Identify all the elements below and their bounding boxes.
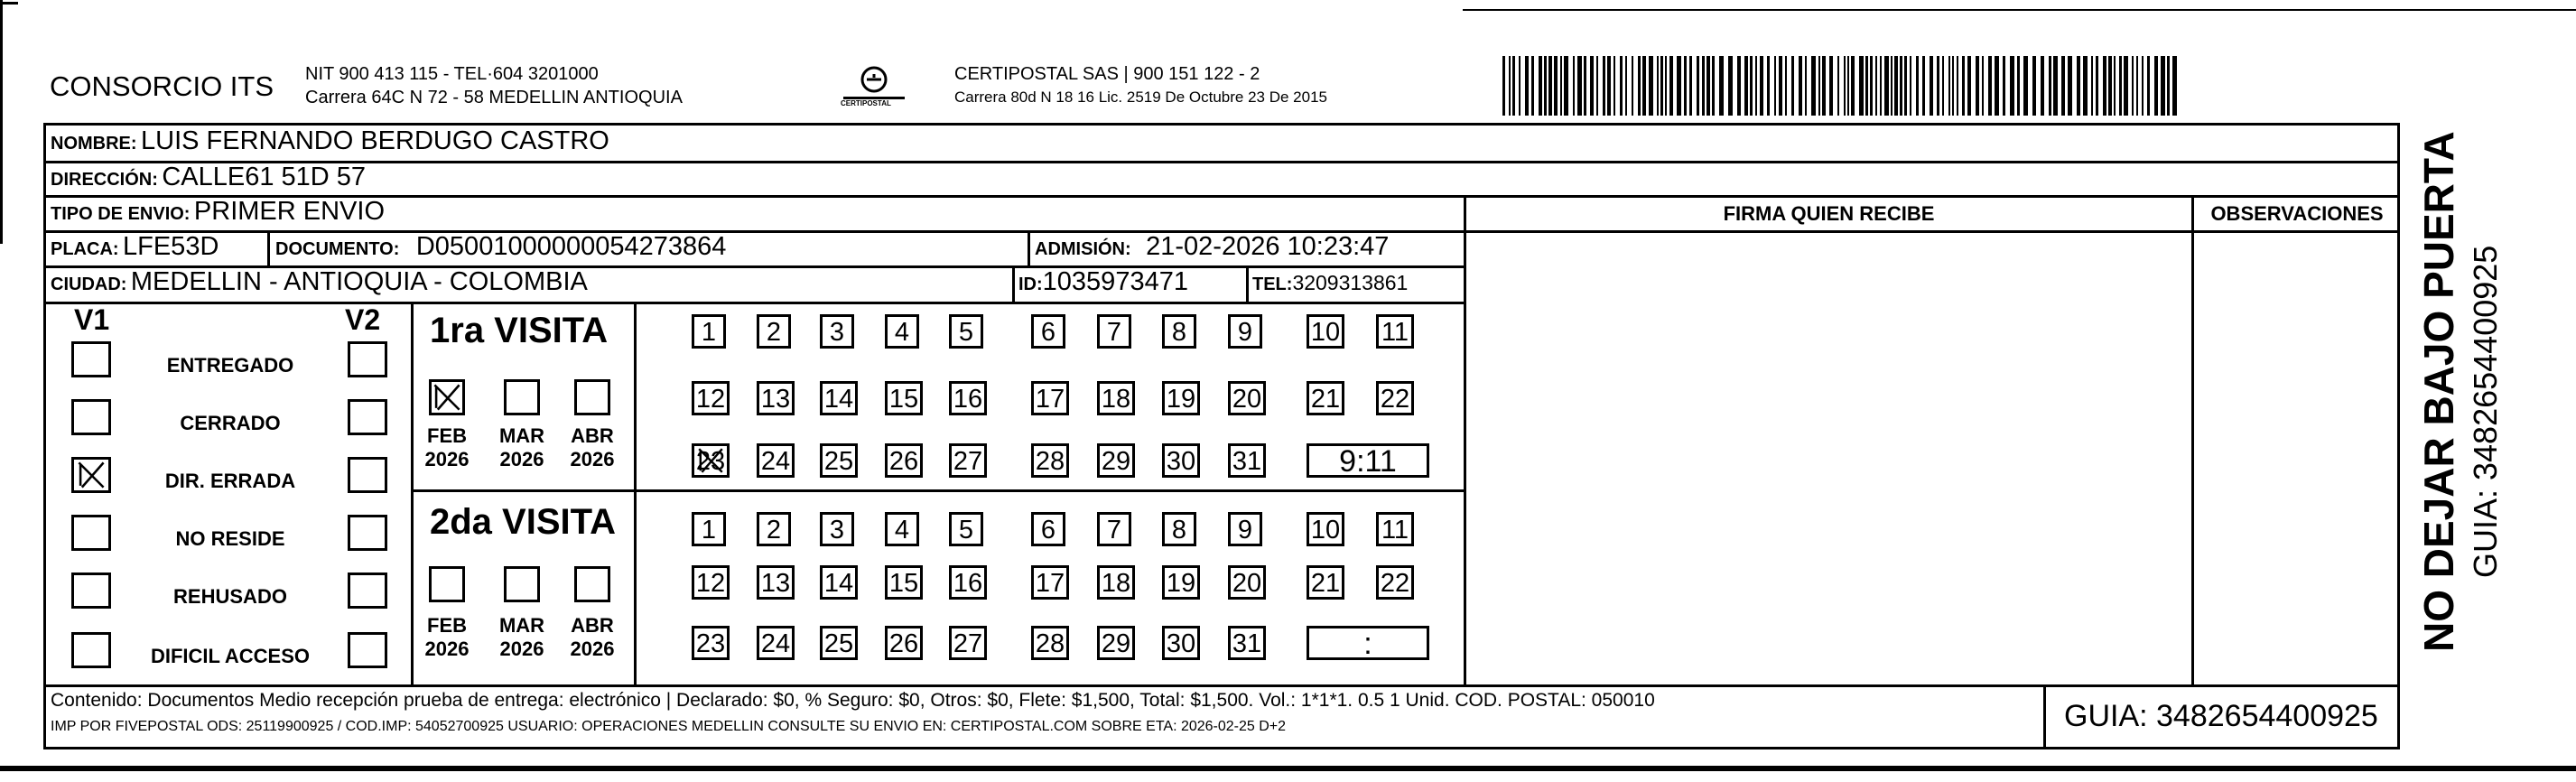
barcode-bar <box>1930 56 1933 116</box>
barcode-bar <box>1779 56 1782 116</box>
day-box-5[interactable]: 5 <box>949 512 983 546</box>
day-box-1[interactable]: 1 <box>692 314 726 349</box>
barcode-bar <box>2167 56 2170 116</box>
day-box-14[interactable]: 14 <box>820 381 858 415</box>
id-value: 1035973471 <box>1042 267 1188 296</box>
time-box[interactable]: 9:11 <box>1307 443 1429 478</box>
nombre-label: NOMBRE: <box>51 134 137 154</box>
day-box-11[interactable]: 11 <box>1376 314 1414 349</box>
day-box-27[interactable]: 27 <box>949 626 987 660</box>
documento-label: DOCUMENTO: <box>275 239 400 259</box>
barcode-bar <box>1548 56 1552 116</box>
barcode-bar <box>1728 56 1733 116</box>
barcode-bar <box>1584 56 1586 116</box>
ciudad-label: CIUDAD: <box>51 275 127 294</box>
barcode-bar <box>2032 56 2036 116</box>
barcode-bar <box>2108 56 2112 116</box>
barcode-bar <box>1948 56 1950 116</box>
barcode-bar <box>1805 56 1807 116</box>
barcode-bar <box>1607 56 1611 116</box>
barcode-bar <box>2003 56 2005 116</box>
day-box-17[interactable]: 17 <box>1031 381 1069 415</box>
barcode-bar <box>1539 56 1542 116</box>
day-box-26[interactable]: 26 <box>885 626 923 660</box>
day-box-24[interactable]: 24 <box>757 443 795 478</box>
v2-checkbox-3[interactable] <box>348 457 387 493</box>
barcode-bar <box>1577 56 1582 116</box>
obs-col-line <box>2191 195 2194 684</box>
month-name: FEB <box>427 424 467 447</box>
month-name: ABR <box>571 614 614 637</box>
id-cell <box>1018 267 1188 297</box>
day-box-23[interactable]: 23 <box>692 626 730 660</box>
second-visit-title: 2da VISITA <box>430 502 616 542</box>
day-box-18[interactable]: 18 <box>1097 381 1135 415</box>
barcode-bar <box>1791 56 1794 116</box>
barcode-bar <box>1603 56 1605 116</box>
day-box-28[interactable]: 28 <box>1031 626 1069 660</box>
v2-checkbox-5[interactable] <box>348 573 387 609</box>
day-box-3[interactable]: 3 <box>820 512 854 546</box>
nombre-row <box>51 126 609 156</box>
barcode-bar <box>1760 56 1763 116</box>
day-box-27[interactable]: 27 <box>949 443 987 478</box>
months-days-line <box>634 302 637 684</box>
barcode-bar <box>1910 56 1911 116</box>
left-edge-line <box>0 0 3 244</box>
placa-doc-line <box>267 230 270 266</box>
day-box-12[interactable]: 12 <box>692 381 730 415</box>
day-box-6[interactable]: 6 <box>1031 512 1065 546</box>
barcode-bar <box>1837 56 1839 116</box>
month-label-feb <box>420 614 474 661</box>
barcode-bar <box>1811 56 1816 116</box>
month-label-mar <box>495 614 549 661</box>
row-line-1 <box>43 161 2400 163</box>
barcode-bar <box>1564 56 1568 116</box>
ciudad-cell <box>51 267 588 297</box>
barcode-bar <box>1642 56 1646 116</box>
direccion-row <box>51 163 366 192</box>
barcode-bar <box>2142 56 2144 116</box>
day-box-11[interactable]: 11 <box>1376 512 1414 546</box>
month-year: 2026 <box>570 448 615 470</box>
day-box-7[interactable]: 7 <box>1097 314 1131 349</box>
day-box-8[interactable]: 8 <box>1162 512 1196 546</box>
barcode-bar <box>2119 56 2122 116</box>
documento-value: D05001000000054273864 <box>415 232 727 261</box>
day-box-1[interactable]: 1 <box>692 512 726 546</box>
day-box-2[interactable]: 2 <box>757 512 791 546</box>
option-label-6: DIFICIL ACCESO <box>150 645 310 667</box>
v1-checkbox-2[interactable] <box>71 399 111 435</box>
barcode-bar <box>1665 56 1667 116</box>
day-box-31[interactable]: 31 <box>1228 443 1266 478</box>
barcode-bar <box>1894 56 1898 116</box>
barcode-bar <box>1684 56 1687 116</box>
placa-value: LFE53D <box>123 232 219 261</box>
top-right-edge-line <box>1463 9 2576 11</box>
certipostal-address: Carrera 80d N 18 16 Lic. 2519 De Octubre 23 De 2015 <box>954 88 1327 106</box>
day-box-12[interactable]: 12 <box>692 565 730 600</box>
barcode-bar <box>2136 56 2138 116</box>
v1-checkbox-4[interactable] <box>71 515 111 551</box>
day-box-4[interactable]: 4 <box>885 512 919 546</box>
barcode-bar <box>1962 56 1965 116</box>
month-checkbox-feb[interactable] <box>429 566 465 602</box>
day-box-15[interactable]: 15 <box>885 381 923 415</box>
day-box-9[interactable]: 9 <box>1228 512 1262 546</box>
day-box-7[interactable]: 7 <box>1097 512 1131 546</box>
day-box-30[interactable]: 30 <box>1162 626 1200 660</box>
barcode-bar <box>1677 56 1681 116</box>
barcode-bar <box>1774 56 1776 116</box>
barcode-bar <box>1512 56 1515 116</box>
barcode-bar <box>1891 56 1892 116</box>
month-checkbox-feb[interactable] <box>429 379 465 415</box>
v2-checkbox-4[interactable] <box>348 515 387 551</box>
day-box-13[interactable]: 13 <box>757 381 795 415</box>
day-box-29[interactable]: 29 <box>1097 626 1135 660</box>
barcode-bar <box>2061 56 2065 116</box>
barcode-bar <box>2154 56 2158 116</box>
barcode-bar <box>2172 56 2177 116</box>
month-name: MAR <box>498 614 545 637</box>
month-label-feb <box>420 424 474 471</box>
day-box-21[interactable]: 21 <box>1307 381 1344 415</box>
barcode-bar <box>1719 56 1724 116</box>
barcode-bar <box>1573 56 1575 116</box>
month-year: 2026 <box>570 638 615 660</box>
barcode-bar <box>2068 56 2072 116</box>
day-box-28[interactable]: 28 <box>1031 443 1069 478</box>
barcode-bar <box>1904 56 1907 116</box>
barcode-bar <box>2083 56 2088 116</box>
admision-value: 21-02-2026 10:23:47 <box>1146 232 1390 261</box>
barcode-bar <box>2049 56 2051 116</box>
day-box-9[interactable]: 9 <box>1228 314 1262 349</box>
barcode-bar <box>1942 56 1944 116</box>
v2-checkbox-6[interactable] <box>348 632 387 668</box>
day-box-23[interactable]: 23 <box>692 443 730 478</box>
placa-label: PLACA: <box>51 239 119 259</box>
barcode-bar <box>1702 56 1705 116</box>
month-year: 2026 <box>499 448 544 470</box>
barcode-bar <box>1620 56 1623 116</box>
day-box-24[interactable]: 24 <box>757 626 795 660</box>
observaciones-header: OBSERVACIONES <box>2210 202 2384 225</box>
barcode-bar <box>2096 56 2098 116</box>
day-box-17[interactable]: 17 <box>1031 565 1069 600</box>
month-name: ABR <box>571 424 614 447</box>
side-guia: GUIA: 3482654400925 <box>2467 245 2504 578</box>
id-label: ID: <box>1018 275 1043 294</box>
day-box-29[interactable]: 29 <box>1097 443 1135 478</box>
barcode-bar <box>1967 56 1971 116</box>
barcode-bar <box>1632 56 1633 116</box>
option-label-2: CERRADO <box>180 412 281 434</box>
imp-text: IMP POR FIVEPOSTAL ODS: 25119900925 / COD.IMP: 54052700925 USUARIO: OPERACIONES MEDELLIN CONSULTE SU ENVIO EN: CERTIPOSTAL.COM SOBRE ETA: 2026-02-25 D+2 <box>51 719 1287 734</box>
barcode-bar <box>2023 56 2028 116</box>
day-box-30[interactable]: 30 <box>1162 443 1200 478</box>
v1-checkbox-6[interactable] <box>71 632 111 668</box>
day-box-3[interactable]: 3 <box>820 314 854 349</box>
day-box-19[interactable]: 19 <box>1162 381 1200 415</box>
barcode-bar <box>2103 56 2106 116</box>
barcode-bar <box>1625 56 1627 116</box>
day-box-13[interactable]: 13 <box>757 565 795 600</box>
company-nit: NIT 900 413 115 - TEL·604 3201000 <box>305 64 599 84</box>
barcode-bar <box>1660 56 1663 116</box>
barcode-bar <box>1525 56 1529 116</box>
barcode-bar <box>1669 56 1673 116</box>
barcode-bar <box>1755 56 1757 116</box>
direccion-value: CALLE61 51D 57 <box>162 163 367 191</box>
barcode-bar <box>2077 56 2080 116</box>
barcode-bar <box>1799 56 1802 116</box>
barcode-bar <box>2161 56 2165 116</box>
option-label-4: NO RESIDE <box>175 527 285 550</box>
barcode-bar <box>1829 56 1833 116</box>
top-edge-line <box>0 2 18 5</box>
barcode-bar <box>1880 56 1882 116</box>
barcode-bar <box>1596 56 1598 116</box>
day-box-8[interactable]: 8 <box>1162 314 1196 349</box>
doc-adm-line <box>1028 230 1030 266</box>
day-box-4[interactable]: 4 <box>885 314 919 349</box>
month-year: 2026 <box>424 448 470 470</box>
barcode-bar <box>1952 56 1954 116</box>
barcode-bar <box>2041 56 2044 116</box>
v2-label: V2 <box>345 303 381 336</box>
barcode-bar <box>1697 56 1699 116</box>
logo-text: CERTIPOSTAL <box>841 99 891 107</box>
visit-divider-line <box>411 489 1466 492</box>
direccion-label: DIRECCIÓN: <box>51 170 158 190</box>
v1-checkbox-3[interactable] <box>71 457 111 493</box>
v1-checkbox-1[interactable] <box>71 341 111 377</box>
month-checkbox-abr[interactable] <box>574 566 610 602</box>
tel-cell <box>1252 271 1408 295</box>
day-box-5[interactable]: 5 <box>949 314 983 349</box>
id-tel-line <box>1246 265 1249 302</box>
barcode-bar <box>1712 56 1715 116</box>
barcode-bar <box>1519 56 1520 116</box>
v2-checkbox-1[interactable] <box>348 341 387 377</box>
barcode-bar <box>1744 56 1748 116</box>
barcode-bar <box>1689 56 1692 116</box>
ciudad-id-line <box>1012 265 1015 302</box>
firma-col-line <box>1464 195 1466 684</box>
option-label-3: DIR. ERRADA <box>164 470 296 492</box>
barcode-bar <box>2010 56 2014 116</box>
barcode-bar <box>1785 56 1787 116</box>
day-check-mark <box>694 446 727 475</box>
barcode-bar <box>1875 56 1877 116</box>
barcode-bar <box>1750 56 1753 116</box>
first-visit-title: 1ra VISITA <box>430 311 609 350</box>
barcode-bar <box>1767 56 1770 116</box>
barcode-bar <box>1544 56 1547 116</box>
day-box-6[interactable]: 6 <box>1031 314 1065 349</box>
day-box-22[interactable]: 22 <box>1376 381 1414 415</box>
barcode-bar <box>1509 56 1511 116</box>
firma-header: FIRMA QUIEN RECIBE <box>1723 202 1935 225</box>
month-checkbox-mar[interactable] <box>504 566 540 602</box>
day-box-20[interactable]: 20 <box>1228 381 1266 415</box>
day-box-25[interactable]: 25 <box>820 443 858 478</box>
tipo-row <box>51 197 385 227</box>
row-line-2 <box>43 195 2400 198</box>
barcode-bar <box>1884 56 1889 116</box>
v1-checkbox-5[interactable] <box>71 573 111 609</box>
day-box-21[interactable]: 21 <box>1307 565 1344 600</box>
barcode-bar <box>1657 56 1659 116</box>
month-year: 2026 <box>499 638 544 660</box>
nombre-value: LUIS FERNANDO BERDUGO CASTRO <box>141 126 609 155</box>
contenido-text: Contenido: Documentos Medio recepción prueba de entrega: electrónico | Declarado: $0, % Seguro: $0, Otros: $0, Flete: $1,500, Total: $1,500. Vol.: 1*1*1. 0.5 1 Unid. COD. POSTAL: 050010 <box>51 690 1655 711</box>
day-box-2[interactable]: 2 <box>757 314 791 349</box>
footer-guia-line <box>2043 684 2046 749</box>
tel-value: 3209313861 <box>1292 271 1409 294</box>
day-box-14[interactable]: 14 <box>820 565 858 600</box>
barcode-bar <box>1870 56 1873 116</box>
day-box-15[interactable]: 15 <box>885 565 923 600</box>
documento-cell <box>275 232 726 262</box>
barcode-bar <box>1822 56 1826 116</box>
option-label-5: REHUSADO <box>173 585 287 608</box>
barcode-bar <box>2053 56 2058 116</box>
day-box-10[interactable]: 10 <box>1307 512 1344 546</box>
barcode-bar <box>1922 56 1925 116</box>
barcode-bar <box>1613 56 1615 116</box>
time-box[interactable]: : <box>1307 626 1429 660</box>
barcode-bar <box>1859 56 1864 116</box>
month-name: FEB <box>427 614 467 637</box>
month-checkbox-abr[interactable] <box>574 379 610 415</box>
barcode-bar <box>1847 56 1849 116</box>
barcode-bar <box>1531 56 1534 116</box>
barcode-bar <box>1844 56 1846 116</box>
day-box-22[interactable]: 22 <box>1376 565 1414 600</box>
barcode-bar <box>2124 56 2128 116</box>
company-address: Carrera 64C N 72 - 58 MEDELLIN ANTIOQUIA <box>305 88 683 107</box>
row-line-5 <box>43 302 1466 304</box>
day-box-10[interactable]: 10 <box>1307 314 1344 349</box>
day-box-31[interactable]: 31 <box>1228 626 1266 660</box>
tel-label: TEL: <box>1252 275 1293 294</box>
option-label-1: ENTREGADO <box>166 354 294 377</box>
tipo-label: TIPO DE ENVIO: <box>51 204 191 224</box>
barcode-bar <box>1865 56 1868 116</box>
admision-label: ADMISIÓN: <box>1035 239 1131 259</box>
month-name: MAR <box>498 424 545 447</box>
barcode-bar <box>1976 56 1979 116</box>
month-year: 2026 <box>424 638 470 660</box>
month-label-abr <box>565 614 619 661</box>
barcode-bar <box>1900 56 1902 116</box>
options-months-line <box>411 302 414 684</box>
month-label-mar <box>495 424 549 471</box>
placa-cell <box>51 232 219 262</box>
barcode-bar <box>2132 56 2134 116</box>
footer-top-line <box>43 684 2400 687</box>
tipo-value: PRIMER ENVIO <box>193 197 386 226</box>
barcode-bar <box>1560 56 1562 116</box>
day-box-18[interactable]: 18 <box>1097 565 1135 600</box>
day-box-26[interactable]: 26 <box>885 443 923 478</box>
barcode-bar <box>1957 56 1958 116</box>
month-checkbox-mar[interactable] <box>504 379 540 415</box>
company-name: CONSORCIO ITS <box>50 70 274 102</box>
no-dejar-bajo-puerta: NO DEJAR BAJO PUERTA <box>2415 131 2462 652</box>
barcode-bar <box>1502 56 1505 116</box>
barcode-bar <box>1982 56 1984 116</box>
barcode-bar <box>2114 56 2116 116</box>
footer-guia: GUIA: 3482654400925 <box>2064 699 2378 733</box>
barcode-bar <box>1916 56 1919 116</box>
barcode-bar <box>1851 56 1855 116</box>
barcode-bar <box>2017 56 2020 116</box>
day-box-19[interactable]: 19 <box>1162 565 1200 600</box>
barcode-bar <box>1638 56 1641 116</box>
bottom-edge-line <box>0 766 2576 771</box>
day-box-16[interactable]: 16 <box>949 565 987 600</box>
barcode-bar <box>1554 56 1558 116</box>
ciudad-value: MEDELLIN - ANTIOQUIA - COLOMBIA <box>130 267 588 296</box>
barcode-bar <box>1995 56 1999 116</box>
barcode-bar <box>1649 56 1653 116</box>
barcode-bar <box>2147 56 2150 116</box>
certipostal-line: CERTIPOSTAL SAS | 900 151 122 - 2 <box>954 64 1260 84</box>
barcode-bar <box>2091 56 2093 116</box>
v1-label: V1 <box>74 303 110 336</box>
barcode-bar <box>1988 56 1992 116</box>
day-box-20[interactable]: 20 <box>1228 565 1266 600</box>
admision-cell <box>1035 232 1389 262</box>
barcode <box>1502 56 2180 116</box>
barcode-bar <box>1706 56 1710 116</box>
v2-checkbox-2[interactable] <box>348 399 387 435</box>
day-box-16[interactable]: 16 <box>949 381 987 415</box>
barcode-bar <box>1937 56 1939 116</box>
day-box-25[interactable]: 25 <box>820 626 858 660</box>
barcode-bar <box>1590 56 1594 116</box>
barcode-bar <box>1737 56 1741 116</box>
barcode-bar <box>1818 56 1820 116</box>
month-label-abr <box>565 424 619 471</box>
